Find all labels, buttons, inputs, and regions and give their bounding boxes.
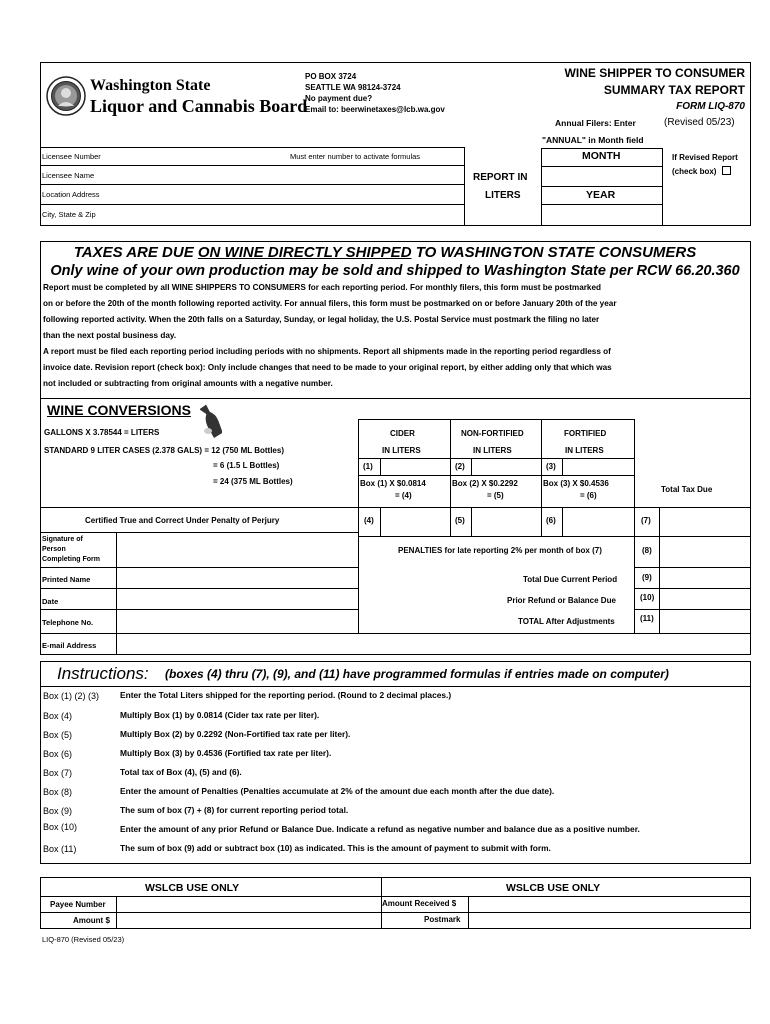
box3-label: (3): [546, 462, 556, 471]
wslcb-use-only-left: WSLCB USE ONLY: [145, 882, 240, 894]
divider: [541, 419, 542, 537]
instr-text: Multiply Box (1) by 0.0814 (Cider tax rate per liter).: [120, 710, 320, 720]
box10-label: (10): [640, 593, 655, 602]
box6-fort-tax-output[interactable]: [563, 508, 633, 535]
instructions-title: Instructions:: [57, 664, 149, 683]
postmark-input[interactable]: [469, 913, 750, 928]
instr-key: Box (8): [43, 787, 73, 797]
box3-fort-input[interactable]: [563, 459, 633, 474]
box2-label: (2): [455, 462, 465, 471]
instr-text: Multiply Box (2) by 0.2292 (Non-Fortified tax rate per liter).: [120, 729, 351, 739]
calc-cider-line2: = (4): [395, 491, 412, 500]
signature-label-line2: Person: [42, 546, 66, 553]
email-input[interactable]: [117, 634, 751, 654]
divider: [40, 398, 751, 399]
instr-key: Box (6): [43, 749, 73, 759]
eq24-conversion: = 24 (375 ML Bottles): [213, 477, 293, 486]
divider: [358, 532, 359, 633]
box9-total-due-output[interactable]: [660, 568, 750, 588]
calc-nonfort-line2: = (5): [487, 491, 504, 500]
divider: [464, 147, 465, 226]
instr-key: Box (10): [43, 822, 78, 832]
year-value-input[interactable]: [541, 205, 663, 226]
instr-text: Multiply Box (3) by 0.4536 (Fortified tax rate per liter).: [120, 748, 332, 758]
box8-penalties-input[interactable]: [660, 537, 750, 566]
col-cider: CIDER: [390, 429, 415, 438]
instr-key: Box (5): [43, 730, 73, 740]
instructions-subtitle: (boxes (4) thru (7), (9), and (11) have programmed formulas if entries made on computer): [165, 667, 669, 681]
calc-fort-line2: = (6): [580, 491, 597, 500]
amount-label: Amount $: [73, 916, 110, 925]
instr-key: Box (9): [43, 806, 73, 816]
certified-statement: Certified True and Correct Under Penalty of Perjury: [85, 516, 280, 525]
col-fortified: FORTIFIED: [564, 429, 607, 438]
box1-cider-input[interactable]: [381, 459, 449, 474]
calc-nonfort-line1: Box (2) X $0.2292: [452, 479, 518, 488]
instr-key: Box (11): [43, 844, 77, 854]
instr-key: Box (7): [43, 768, 73, 778]
amount-input[interactable]: [117, 913, 380, 928]
agency-name-line2: Liquor and Cannabis Board: [90, 96, 308, 116]
if-revised-label: If Revised Report: [672, 153, 738, 162]
instr-key: Box (4): [43, 711, 73, 721]
box4-cider-tax-output[interactable]: [381, 508, 449, 535]
no-payment-due: No payment due?: [305, 94, 373, 103]
para-line: Report must be completed by all WINE SHIPPERS TO CONSUMERS for each reporting period. For monthly filers, this form must be postmarked: [43, 283, 602, 292]
form-title-line2: SUMMARY TAX REPORT: [603, 83, 745, 97]
nonfort-in-liters: IN LITERS: [473, 446, 512, 455]
form-title-line1: WINE SHIPPER TO CONSUMER: [564, 66, 745, 80]
revised-date: (Revised 05/23): [664, 117, 735, 128]
month-value-input[interactable]: [541, 167, 663, 186]
prior-refund-label: Prior Refund or Balance Due: [507, 596, 616, 605]
box6-label: (6): [546, 516, 556, 525]
divider: [358, 475, 634, 476]
divider: [450, 419, 451, 537]
divider: [40, 147, 464, 148]
year-label: YEAR: [586, 189, 616, 201]
eq6-conversion: = 6 (1.5 L Bottles): [213, 461, 280, 470]
para-line: following reported activity. When the 20th falls on a Saturday, Sunday, or legal holiday, the U.S. Postal Service must postmark the filing no later: [43, 315, 600, 324]
payee-number-label: Payee Number: [50, 900, 106, 909]
col-nonfortified: NON-FORTIFIED: [461, 429, 524, 438]
taxes-heading-pre: TAXES ARE DUE: [73, 244, 198, 261]
date-input[interactable]: [117, 589, 357, 608]
gallons-conversion: GALLONS X 3.78544 = LITERS: [44, 428, 160, 437]
annual-month-note: "ANNUAL" in Month field: [542, 135, 644, 145]
box1-label: (1): [363, 462, 373, 471]
divider: [358, 419, 634, 420]
calc-fort-line1: Box (3) X $0.4536: [543, 479, 609, 488]
wine-conversions-title: WINE CONVERSIONS: [47, 402, 191, 418]
total-tax-due-label: Total Tax Due: [661, 485, 713, 494]
wine-bottle-icon: [200, 404, 222, 438]
state-seal-icon: [46, 76, 86, 116]
para-line: than the next postal business day.: [43, 331, 177, 340]
divider: [40, 165, 464, 166]
report-in-label: REPORT IN: [473, 172, 528, 183]
taxes-heading-post: TO WASHINGTON STATE CONSUMERS: [411, 244, 697, 261]
taxes-heading-underlined: ON WINE DIRECTLY SHIPPED: [197, 244, 412, 261]
printed-name-label: Printed Name: [42, 575, 91, 584]
para-line: not included or subtracting from original amounts with a negative number.: [43, 379, 333, 388]
email-instruction: Email to: beerwinetaxes@lcb.wa.gov: [305, 105, 445, 114]
taxes-subheading: Only wine of your own production may be sold and shipped to Washington State per RCW 66.20.360: [50, 263, 740, 279]
calc-cider-line1: Box (1) X $0.0814: [360, 479, 426, 488]
divider: [40, 184, 464, 185]
instr-text: Total tax of Box (4), (5) and (6).: [120, 767, 242, 777]
footer-form-id: LIQ-870 (Revised 05/23): [42, 935, 125, 944]
payee-number-input[interactable]: [117, 897, 380, 912]
std-case-conversion: STANDARD 9 LITER CASES (2.378 GALS) = 12 (750 ML Bottles): [44, 446, 284, 455]
taxes-heading: [0, 244, 770, 261]
divider: [40, 507, 358, 508]
para-line: A report must be filed each reporting period including periods with no shipments. Report all shipments made in the reporting period regardless of: [43, 347, 611, 356]
penalties-label: PENALTIES for late reporting 2% per month of box (7): [398, 546, 602, 555]
box5-nonfort-tax-output[interactable]: [472, 508, 540, 535]
instr-text: Enter the Total Liters shipped for the reporting period. (Round to 2 decimal places.): [120, 690, 452, 700]
instr-key: Box (1) (2) (3): [43, 691, 100, 701]
signature-label: [42, 535, 100, 565]
para-line: invoice date. Revision report (check box): Only include changes that need to be made to your original report, by either adding only that which was: [43, 363, 612, 372]
instr-text: The sum of box (9) add or subtract box (10) as indicated. This is the amount of payment to submit with form.: [120, 843, 551, 853]
total-due-label: Total Due Current Period: [523, 575, 618, 584]
revised-checkbox[interactable]: [722, 166, 731, 175]
total-after-label: TOTAL After Adjustments: [518, 617, 615, 626]
signature-label-line3: Completing Form: [42, 556, 100, 563]
divider: [358, 419, 359, 537]
box5-label: (5): [455, 516, 465, 525]
box11-label: (11): [640, 614, 654, 623]
postmark-label: Postmark: [424, 915, 461, 924]
email-label: E-mail Address: [42, 641, 97, 650]
instr-text: The sum of box (7) + (8) for current reporting period total.: [120, 805, 349, 815]
city-state-zip-label: City, State & Zip: [42, 210, 96, 219]
box2-nonfort-input[interactable]: [472, 459, 540, 474]
divider: [634, 419, 635, 633]
box8-label: (8): [642, 546, 652, 555]
amount-received-input[interactable]: [469, 897, 750, 912]
location-address-label: Location Address: [42, 190, 100, 199]
po-box: PO BOX 3724: [305, 72, 357, 81]
signature-input[interactable]: [117, 533, 357, 566]
cider-in-liters: IN LITERS: [382, 446, 421, 455]
month-label: MONTH: [582, 150, 621, 162]
box11-total-after-output[interactable]: [660, 610, 750, 632]
wslcb-use-only-right: WSLCB USE ONLY: [506, 882, 601, 894]
liters-label: LITERS: [485, 190, 521, 201]
check-box-label: (check box): [672, 167, 717, 176]
instr-text: Enter the amount of any prior Refund or Balance Due. Indicate a refund as negative number and balance due as a positive number.: [120, 824, 640, 834]
must-enter-note: Must enter number to activate formulas: [290, 152, 421, 161]
fort-in-liters: IN LITERS: [565, 446, 604, 455]
instr-text: Enter the amount of Penalties (Penalties accumulate at 2% of the amount due each month after the due date).: [120, 786, 555, 796]
annual-filers-label: Annual Filers: Enter: [555, 118, 636, 128]
date-label: Date: [42, 597, 59, 606]
divider: [40, 686, 751, 687]
licensee-name-label: Licensee Name: [42, 171, 95, 180]
amount-received-label: Amount Received $: [382, 899, 457, 908]
box4-label: (4): [364, 516, 374, 525]
telephone-input[interactable]: [117, 610, 357, 632]
licensee-number-label: Licensee Number: [42, 152, 101, 161]
box7-total-tax-output[interactable]: [660, 508, 750, 535]
para-line: on or before the 20th of the month following reported activity. For annual filers, this form must be postmarked on or before January 20th of the year: [43, 299, 617, 308]
telephone-label: Telephone No.: [42, 618, 94, 627]
box7-label: (7): [641, 516, 651, 525]
divider: [40, 204, 464, 205]
signature-label-line1: Signature of: [42, 536, 83, 543]
agency-name-line1: Washington State: [90, 77, 211, 94]
form-number: FORM LIQ-870: [676, 101, 745, 112]
box10-prior-refund-input[interactable]: [660, 589, 750, 609]
printed-name-input[interactable]: [117, 568, 357, 587]
box9-label: (9): [642, 573, 652, 582]
city-zip: SEATTLE WA 98124-3724: [305, 83, 401, 92]
